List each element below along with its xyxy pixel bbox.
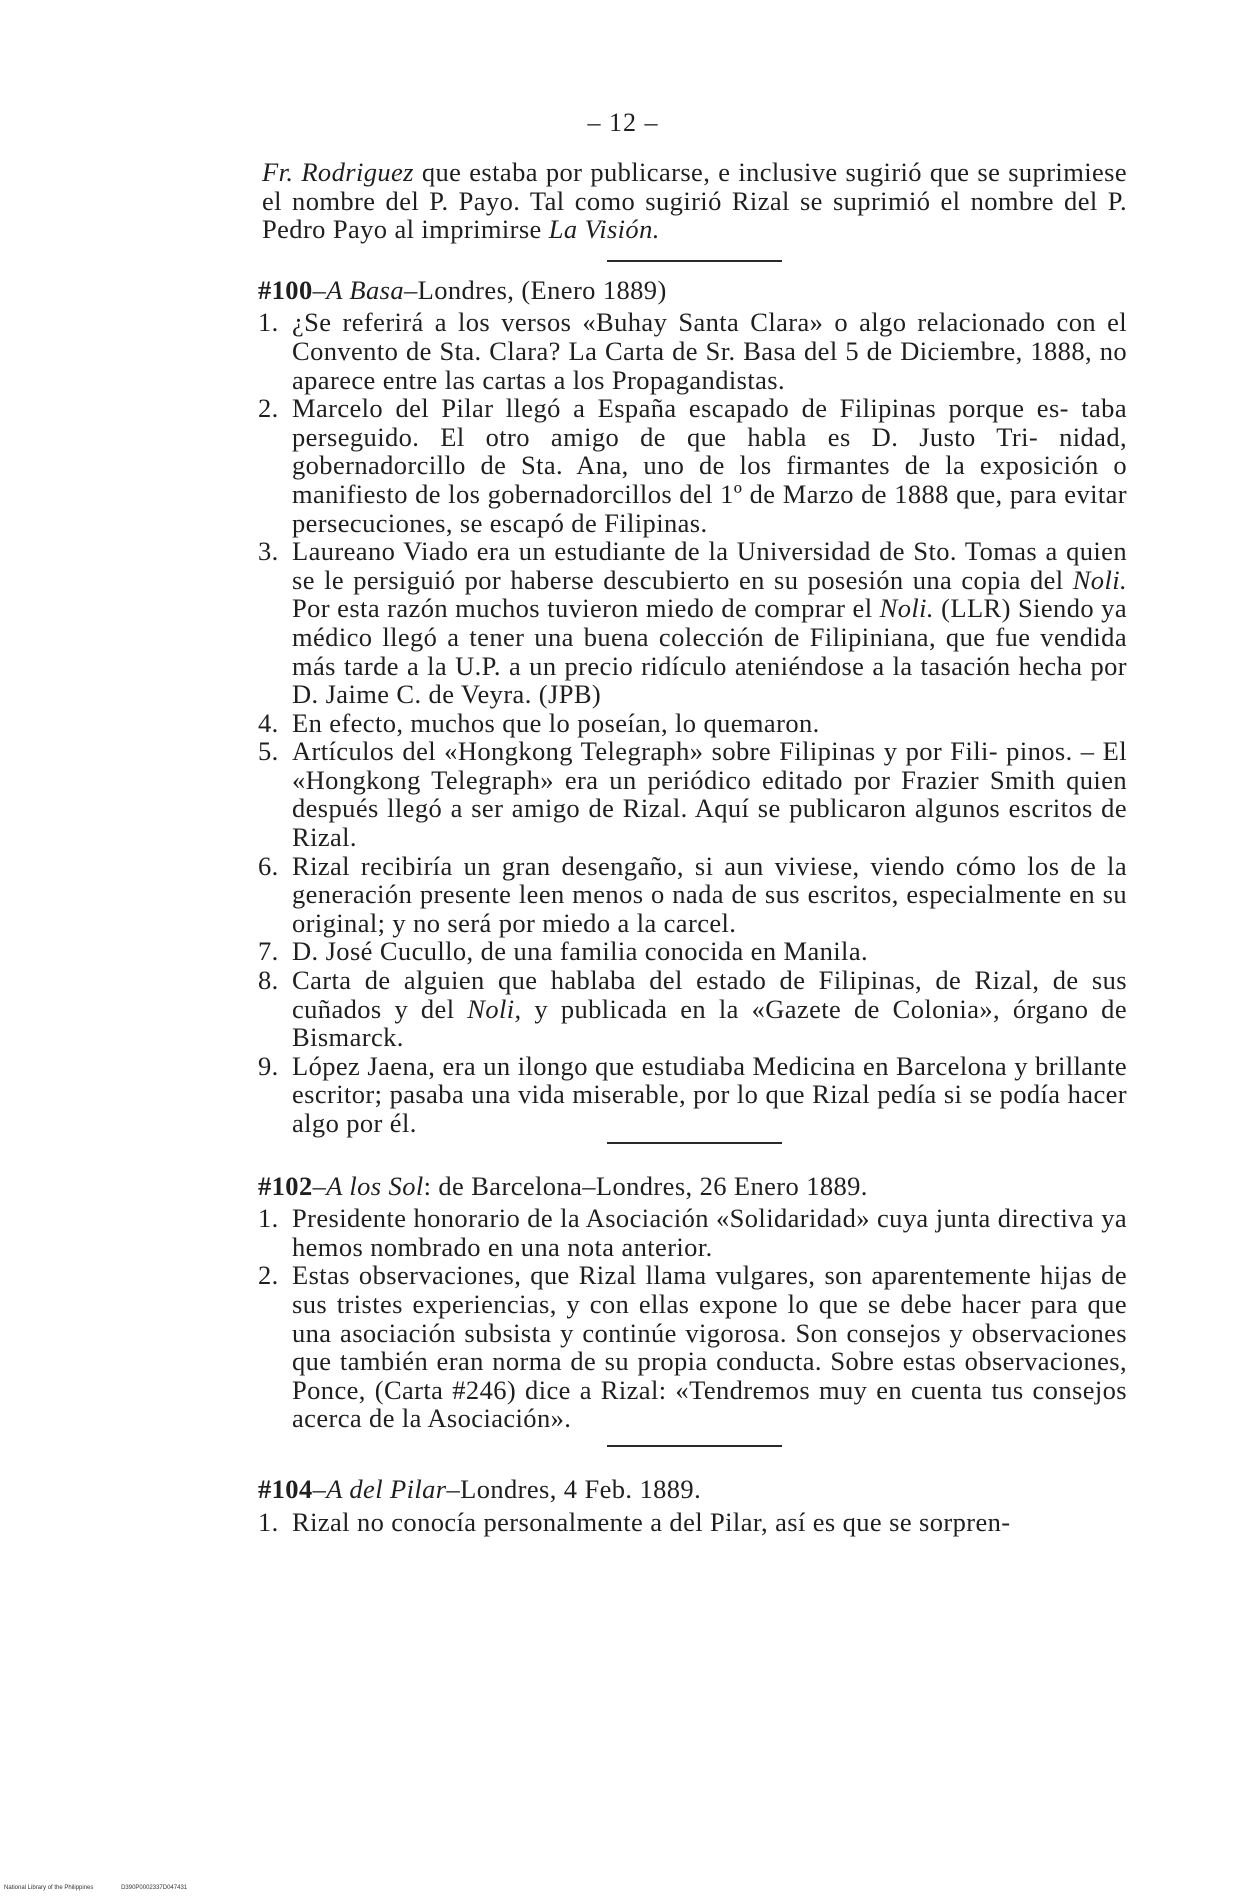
- note-text: [292, 1260, 1127, 1433]
- letter-recipient: –A del Pilar: [312, 1473, 447, 1504]
- note-item: [258, 307, 1128, 395]
- text-run: tarde a la U.P. a un precio ridículo ateniéndose a la tasación: [343, 650, 1011, 681]
- note-text: [292, 1203, 1127, 1262]
- text-run: pinos. – El «Hongkong Telegraph» era un periódico editado: [292, 736, 1127, 795]
- text-run: se suprimiese el nombre del P. Payo. Tal como sugirió Rizal: [262, 157, 1128, 216]
- text-run: propia conducta. Sobre estas observaciones, Ponce, (Carta: [292, 1346, 1128, 1405]
- note-text: [292, 1507, 1011, 1537]
- text-run: Laureano Viado era un estudiante de la Universidad de Sto.: [292, 536, 957, 567]
- italic-text: Noli,: [467, 993, 522, 1024]
- italic-text: Noli.: [1072, 564, 1127, 595]
- notes-list: [258, 1203, 1128, 1434]
- note-number: 2.: [258, 1260, 279, 1291]
- note-number: 9.: [258, 1050, 279, 1081]
- text-run: por Frazier Smith quien después llegó a ser amigo de Rizal.: [292, 764, 1128, 824]
- note-text: [292, 965, 1127, 1052]
- note-item: [258, 965, 1127, 1053]
- section-102: [258, 1170, 1128, 1434]
- text-run: acerca de la Asociación».: [292, 1403, 572, 1434]
- text-run: especialmente en su original; y no será por miedo a la carcel.: [292, 879, 1128, 938]
- text-run: Presidente honorario de la Asociación «Solidaridad» cuya junta: [292, 1203, 991, 1234]
- italic-text: Visión.: [584, 214, 660, 245]
- note-text: [292, 1051, 1127, 1138]
- note-item: [258, 1203, 1128, 1262]
- text-run: miedo de comprar el: [645, 593, 880, 624]
- note-number: 3.: [258, 536, 279, 567]
- note-text: [292, 393, 1127, 537]
- text-run: Artículos del «Hongkong Telegraph» sobre Filipinas y por Fili-: [292, 736, 998, 767]
- note-item: [258, 850, 1128, 938]
- text-run: hecha por D. Jaime C. de Veyra. (JPB): [292, 650, 1127, 710]
- note-number: 4.: [258, 707, 279, 738]
- text-run: y publicada en la «Gazete de Colonia»,: [521, 993, 1001, 1024]
- text-run: Tomas a quien se le persiguió por haberse descubierto en su: [292, 536, 1127, 595]
- text-run: hijas de sus tristes experiencias, y con ellas expone lo que se: [292, 1260, 1127, 1319]
- note-number: 1.: [258, 1203, 279, 1234]
- text-run: con el Convento de Sta. Clara? La Carta de Sr. Basa del 5 de: [292, 307, 1127, 366]
- text-run: Aquí se publicaron algunos escritos de Rizal.: [292, 793, 1127, 853]
- letter-number: #102: [258, 1170, 313, 1201]
- note-number: 2.: [258, 393, 279, 424]
- letter-origin-date: –Londres, 4 Feb. 1889.: [446, 1473, 702, 1504]
- note-text: [292, 851, 1127, 938]
- text-run: pedía si se podía hacer algo por él.: [292, 1079, 1127, 1138]
- archive-code: D390P0002337D047431: [121, 1885, 188, 1891]
- italic-text: Fr. Rodriguez: [262, 157, 414, 187]
- text-run: López Jaena, era un ilongo que estudiaba Medicina en Barcelona: [292, 1050, 1008, 1081]
- text-run: sus cuñados y del: [292, 965, 1127, 1024]
- note-number: 1.: [258, 1506, 279, 1537]
- text-run: órgano de Bismarck.: [292, 993, 1127, 1053]
- archive-footer: [4, 1885, 213, 1891]
- page-content: [258, 157, 1128, 1537]
- text-run: se suprimió el nombre del P. Pedro Payo al imprimirse: [262, 185, 1127, 245]
- note-item: [258, 736, 1128, 853]
- text-run: de la generación presente leen menos o nada de sus escritos,: [292, 850, 1127, 910]
- note-text: [292, 736, 1127, 852]
- letter-recipient: –A Basa: [312, 274, 404, 305]
- note-text: [292, 708, 820, 738]
- note-text: [292, 307, 1127, 394]
- text-run: #246) dice a Rizal: «Tendremos muy en cuenta tus consejos: [452, 1374, 1127, 1405]
- note-number: 5.: [258, 736, 279, 767]
- note-number: 6.: [258, 850, 279, 881]
- letter-origin-date: –Londres, (Enero 1889): [404, 274, 667, 305]
- note-item: [258, 1260, 1128, 1434]
- section-divider: [607, 1445, 782, 1447]
- text-run: Diciembre, 1888, no aparece entre las cartas a los Propagandistas.: [292, 335, 1128, 395]
- note-number: 8.: [258, 965, 279, 996]
- letter-recipient: –A los Sol: [312, 1170, 424, 1201]
- note-number: 1.: [258, 307, 279, 338]
- text-run: directiva ya hemos nombrado en una nota anterior.: [292, 1203, 1128, 1262]
- section-104: [258, 1473, 1127, 1537]
- text-run: de 1888 que, para evitar persecuciones, se escapó de Filipinas.: [292, 478, 1127, 538]
- note-item: [258, 936, 1127, 967]
- intro-paragraph: [262, 158, 1127, 244]
- text-run: D. José Cucullo, de una familia conocida en Manila.: [292, 936, 869, 967]
- section-divider: [607, 260, 782, 262]
- note-text: [292, 936, 868, 966]
- section-100: [258, 274, 1128, 1138]
- library-name: National Library of the Philippines: [4, 1885, 94, 1891]
- text-run: Rizal recibiría un gran desengaño, si aun viviese, viendo cómo los: [292, 850, 1060, 881]
- text-run: Por esta razón muchos tuvieron: [292, 593, 639, 624]
- note-number: 7.: [258, 936, 279, 967]
- text-run: (LLR) Siendo ya médico llegó a: [292, 593, 1127, 652]
- note-item: [258, 707, 1127, 738]
- text-run: Estas observaciones, que Rizal llama vulgares, son aparentemente: [292, 1260, 1032, 1291]
- text-run: Rizal no conocía personalmente a del Pilar, así es que se sorpren-: [292, 1506, 1011, 1537]
- text-run: debe hacer para que una asociación subsista y continúe vigorosa.: [292, 1288, 1127, 1348]
- text-run: y brillante escritor; pasaba una vida miserable, por lo que Rizal: [292, 1050, 1128, 1110]
- text-run: posesión una copia del: [807, 564, 1073, 595]
- section-divider: [607, 1142, 782, 1144]
- text-run: Marcelo del Pilar llegó a España escapado de Filipinas porque es-: [292, 393, 1069, 424]
- text-run: nidad, gobernadorcillo de Sta. Ana, uno de los firmantes de la: [292, 421, 1127, 481]
- italic-text: Noli.: [879, 593, 934, 624]
- text-run: ¿Se referirá a los versos «Buhay Santa Clara» o algo relacionado: [292, 307, 1046, 338]
- note-item: [258, 393, 1127, 538]
- text-run: taba perseguido. El otro amigo de que habla es D. Justo Tri-: [292, 393, 1127, 452]
- text-run: tener una buena colección de Filipiniana, que fue vendida más: [292, 621, 1127, 681]
- text-run: Son consejos y observaciones que también eran norma de su: [292, 1317, 1128, 1377]
- text-run: exposición o manifiesto de los gobernadorcillos del 1º de Marzo: [292, 450, 1127, 509]
- note-text: [292, 536, 1127, 709]
- text-run: Carta de alguien que hablaba del estado de Filipinas, de Rizal, de: [292, 965, 1079, 996]
- note-item: [258, 1506, 1127, 1537]
- section-heading: [258, 276, 1127, 305]
- section-heading: [258, 1475, 1127, 1504]
- letter-number: #104: [258, 1473, 313, 1504]
- section-heading: [258, 1172, 1127, 1201]
- note-item: [258, 536, 1127, 710]
- notes-list: [258, 307, 1128, 1138]
- page-number: – 12 –: [587, 108, 659, 137]
- italic-text: La: [548, 214, 578, 245]
- note-item: [258, 1050, 1128, 1138]
- notes-list: [258, 1506, 1127, 1537]
- letter-number: #100: [258, 274, 313, 305]
- letter-origin-date: : de Barcelona–Londres, 26 Enero 1889.: [423, 1170, 868, 1201]
- text-run: que estaba por publicarse, e inclusive sugirió que: [413, 157, 970, 187]
- text-run: En efecto, muchos que lo poseían, lo quemaron.: [292, 707, 820, 738]
